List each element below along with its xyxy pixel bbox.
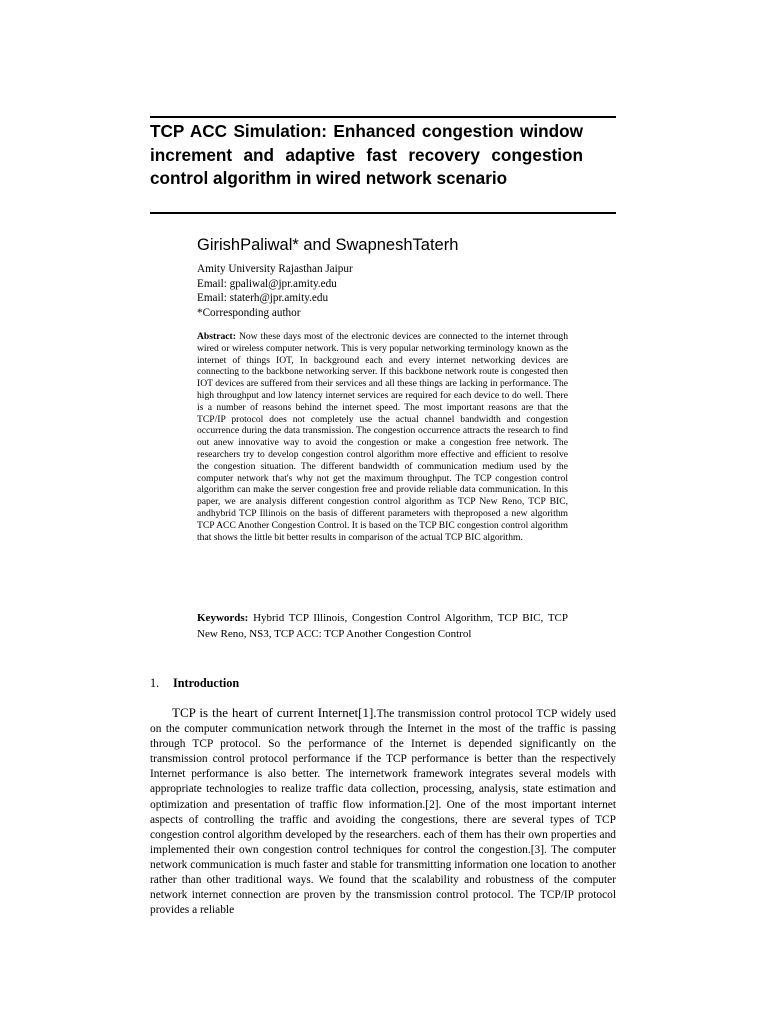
paper-title: TCP ACC Simulation: Enhanced congestion window increment and adaptive fast recovery congestion control algorithm in wired network scenario: [150, 121, 583, 188]
affiliation-block: [197, 262, 353, 320]
email-line: Email: gpaliwal@jpr.amity.edu: [197, 277, 337, 290]
section-heading: [150, 675, 239, 691]
abstract-text: Now these days most of the electronic devices are connected to the internet through wired or wireless computer network. This is very popular networking terminology known as the internet of things IOT, In background each and every internet networking devices are connecting to the backbone networking server. If this backbone network route is congested then IOT devices are suffered from their services and all these things are lacking in performance. The high throughput and low latency internet services are required for each device to do well. There is a number of reasons behind the internet speed. The most important reasons are that the TCP/IP protocol does not completely use the actual channel bandwidth and congestion occurrence during the data transmission. The congestion occurrence attracts the research to find out anew innovative way to avoid the congestion or make a congestion free network. The researchers try to develop congestion control algorithm more effective and efficient to resolve the congestion situation. The different bandwidth of communication medium used by the computer network that's why not get the maximum throughput. The TCP congestion control algorithm can make the server congestion free and provide reliable data communication. In this paper, we are analysis different congestion control algorithm as TCP New Reno, TCP BIC, andhybrid TCP Illinois on the basis of different parameters with theproposed a new algorithm TCP ACC Another Congestion Control. It is based on the TCP BIC congestion control algorithm that shows the little bit better results in comparison of the actual TCP BIC algorithm.: [197, 331, 569, 543]
intro-lead-sentence: TCP is the heart of current Internet[1].: [172, 705, 377, 720]
email-line: Email: staterh@jpr.amity.edu: [197, 292, 329, 305]
section-title: Introduction: [173, 676, 240, 690]
affiliation-line: Amity University Rajasthan Jaipur: [197, 263, 353, 275]
keywords-label: Keywords:: [197, 612, 249, 624]
abstract-label: Abstract:: [197, 331, 236, 342]
abstract: [197, 331, 568, 543]
keywords-text: Hybrid TCP Illinois, Congestion Control Algorithm, TCP BIC, TCP New Reno, NS3, TCP ACC: TCP Another Congestion Control: [197, 612, 568, 640]
title-bottom-rule: [150, 212, 616, 214]
intro-body-text: The transmission control protocol TCP widely used on the computer communication network through the Internet in the most of the traffic is passing through TCP protocol. So the performance of the Internet is depended significantly on the transmission control protocol performance if the TCP performance is better than the respectively Internet performance is also better. The internetwork framework integrates several models with appropriate technologies to realize traffic data collection, processing, analysis, state estimation and optimization and presentation of traffic flow information.[2]. One of the most important internet aspects of controlling the traffic and avoiding the congestions, there are several types of TCP congestion control algorithm developed by the researchers. each of them has their own properties and implemented their own congestion control techniques for control the congestion.[3]. The computer network communication is much faster and stable for transmitting information one location to another rather than other traditional ways. We found that the scalability and robustness of the computer network internet connection are proven by the transmission control protocol. The TCP/IP protocol provides a reliable: [150, 708, 616, 917]
section-number: 1.: [150, 676, 160, 690]
keywords: [197, 610, 568, 642]
title-top-rule: [150, 116, 616, 118]
author-names: GirishPaliwal* and SwapneshTaterh: [197, 236, 459, 254]
introduction-paragraph: [150, 705, 616, 918]
corresponding-author-note: *Corresponding author: [197, 306, 301, 319]
